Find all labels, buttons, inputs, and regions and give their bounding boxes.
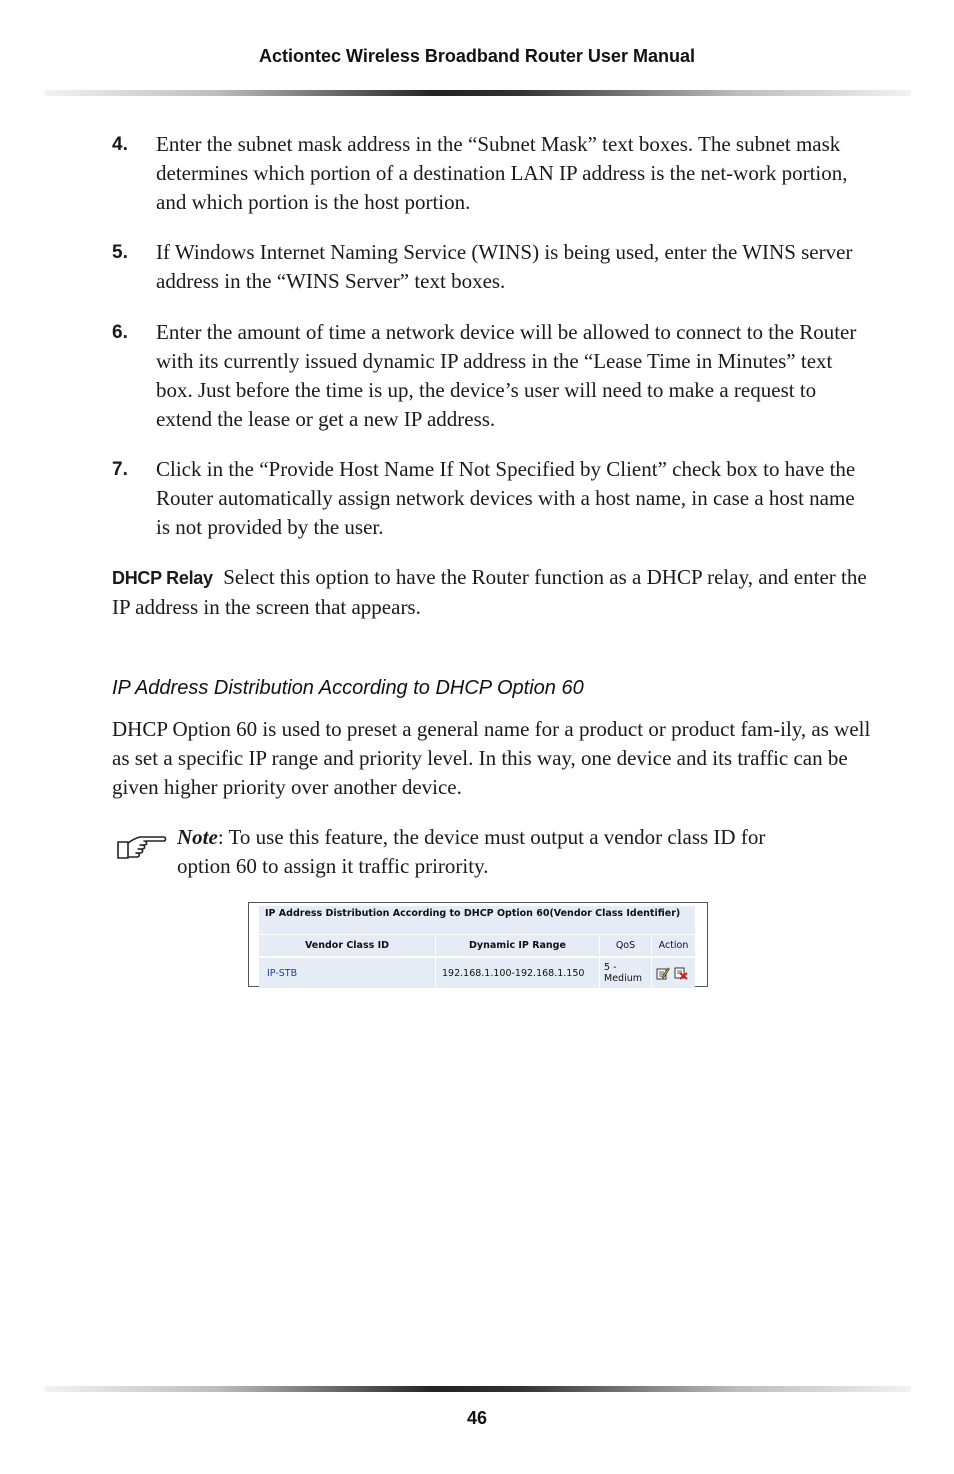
delete-icon[interactable] [674,966,688,980]
vendor-class-id-link[interactable]: IP-STB [259,958,436,988]
footer-rule [45,1386,911,1392]
section-paragraph: DHCP Option 60 is used to preset a general name for a product or product fam-ily, as well as set a specific IP range and priority level. In this way, one device and its traffic can be given higher priority over another device. [112,717,871,799]
note-body: : To use this feature, the device must output a vendor class ID for option 60 to assign it traffic prirority. [177,825,766,878]
edit-icon[interactable] [656,966,670,980]
step-text: Click in the “Provide Host Name If Not Specified by Client” check box to have the Router automatically assign network devices with a host name, in case a host name is not provided by the user. [156,457,856,539]
dynamic-ip-range-cell: 192.168.1.100-192.168.1.150 [436,958,600,988]
column-header-action: Action [658,940,689,951]
qos-level: Medium [604,973,642,984]
step-number: 4. [112,134,128,155]
note-label: Note [177,825,218,849]
column-header-dynamic-ip-range: Dynamic IP Range [436,935,600,956]
dhcp-relay-paragraph [112,563,872,622]
dhcp-relay-text: Select this option to have the Router function as a DHCP relay, and enter the IP address in the screen that appears. [112,565,867,619]
table-title: IP Address Distribution According to DHCP Option 60(Vendor Class Identifier) [259,906,695,934]
step-number: 5. [112,242,128,263]
action-cell [652,958,695,988]
option60-screenshot [248,902,708,987]
step-text: Enter the subnet mask address in the “Subnet Mask” text boxes. The subnet mask determines which portion of a destination LAN IP address is the net-work portion, and which portion is the host portion. [156,132,848,214]
pointing-hand-icon [116,832,168,862]
step-text: Enter the amount of time a network device will be allowed to connect to the Router with its currently issued dynamic IP address in the “Lease Time in Minutes” text box. Just before the time is up, the device’s user will need to make a request to extend the lease or get a new IP address. [156,320,857,431]
running-header: Actiontec Wireless Broadband Router User Manual [259,46,695,66]
table-header-row [259,935,695,956]
step-number: 6. [112,322,128,343]
dhcp-relay-label: DHCP Relay [112,568,213,588]
option60-table [259,906,695,983]
step-text: If Windows Internet Naming Service (WINS) is being used, enter the WINS server address in the “WINS Server” text boxes. [156,240,853,293]
table-row [259,958,695,988]
column-header-qos: QoS [600,935,652,956]
note-text [177,823,777,881]
column-header-vendor-class-id: Vendor Class ID [259,935,436,956]
header-rule [45,90,911,96]
qos-value: 5 - [604,962,617,973]
step-number: 7. [112,459,128,480]
section-heading: IP Address Distribution According to DHCP Option 60 [112,677,584,699]
page-number: 46 [466,1408,488,1428]
qos-cell [600,958,652,988]
